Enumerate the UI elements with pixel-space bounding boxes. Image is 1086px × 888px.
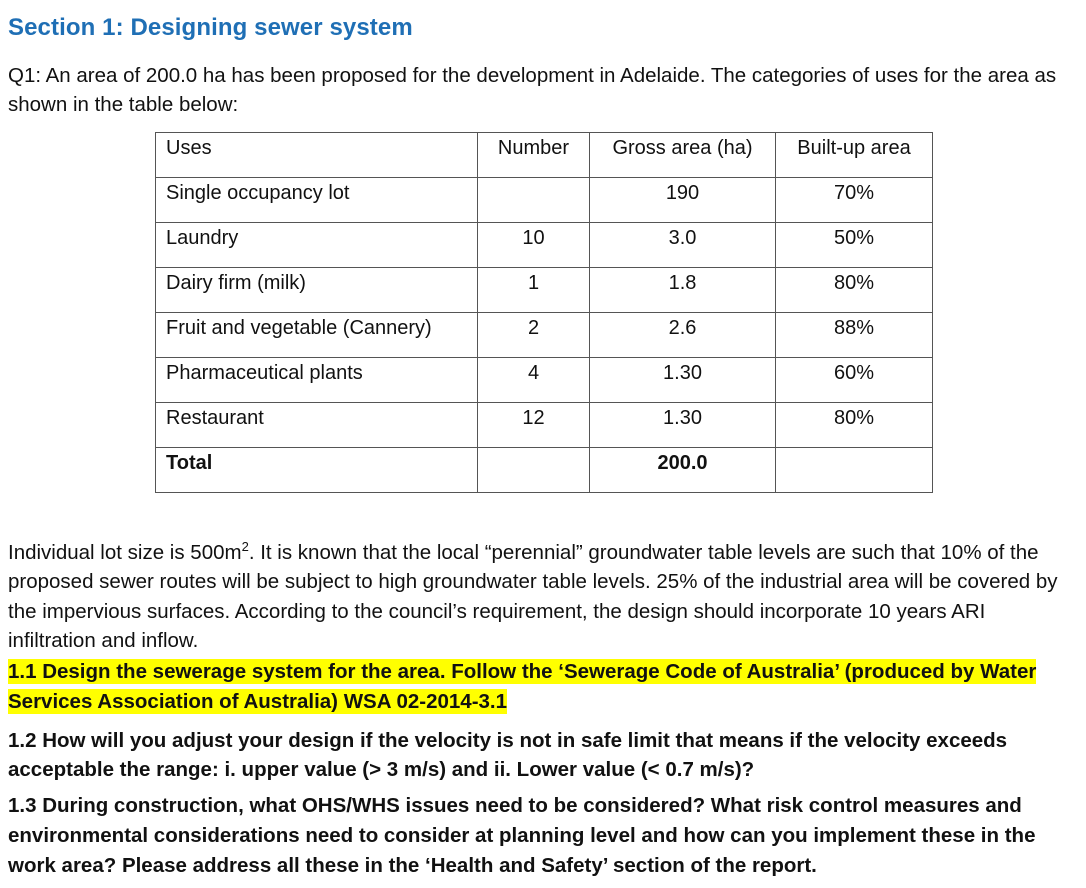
- cell-number: [478, 178, 590, 223]
- table-row: [156, 313, 933, 358]
- question-1-3: 1.3 During construction, what OHS/WHS issues need to be considered? What risk control measures and environmental considerations need to consider at planning level and how can you implement these in the work area? Please address all these in the ‘Health and Safety’ section of the report.: [8, 794, 1036, 877]
- cell-use: Fruit and vegetable (Cannery): [156, 313, 478, 358]
- question-1-1-highlighted: 1.1 Design the sewerage system for the area. Follow the ‘Sewerage Code of Australia’ (produced by Water Services Association of Australia) WSA 02-2014-3.1: [8, 660, 1037, 713]
- cell-number: 4: [478, 358, 590, 403]
- table-total-row: [156, 448, 933, 493]
- cell-built-up-area: 70%: [776, 178, 933, 223]
- table-row: [156, 403, 933, 448]
- land-uses-table: [155, 132, 933, 493]
- header-gross-area: Gross area (ha): [590, 133, 776, 178]
- question-1-1: [8, 657, 1068, 717]
- cell-gross-area: 1.30: [590, 358, 776, 403]
- total-number: [478, 448, 590, 493]
- cell-gross-area: 1.8: [590, 268, 776, 313]
- cell-use: Pharmaceutical plants: [156, 358, 478, 403]
- table-row: [156, 223, 933, 268]
- total-built-up-area: [776, 448, 933, 493]
- site-conditions-paragraph: [8, 532, 1070, 656]
- table-row: [156, 358, 933, 403]
- table-row: [156, 268, 933, 313]
- cell-gross-area: 3.0: [590, 223, 776, 268]
- cell-use: Restaurant: [156, 403, 478, 448]
- section-title: Section 1: Designing sewer system: [8, 14, 413, 41]
- cell-number: 12: [478, 403, 590, 448]
- cell-gross-area: 1.30: [590, 403, 776, 448]
- cell-number: 10: [478, 223, 590, 268]
- cell-gross-area: 2.6: [590, 313, 776, 358]
- cell-built-up-area: 50%: [776, 223, 933, 268]
- cell-number: 1: [478, 268, 590, 313]
- cell-built-up-area: 80%: [776, 268, 933, 313]
- table-header-row: [156, 133, 933, 178]
- cell-use: Dairy firm (milk): [156, 268, 478, 313]
- header-built-up-area: Built-up area: [776, 133, 933, 178]
- header-number: Number: [478, 133, 590, 178]
- cell-number: 2: [478, 313, 590, 358]
- total-gross-area: 200.0: [590, 448, 776, 493]
- paragraph-lead: Individual lot size is 500m: [8, 540, 242, 564]
- cell-use: Laundry: [156, 223, 478, 268]
- cell-built-up-area: 88%: [776, 313, 933, 358]
- cell-built-up-area: 80%: [776, 403, 933, 448]
- header-uses: Uses: [156, 133, 478, 178]
- cell-built-up-area: 60%: [776, 358, 933, 403]
- table-row: [156, 178, 933, 223]
- question-1-intro: Q1: An area of 200.0 ha has been proposed for the development in Adelaide. The categories of uses for the area as shown in the table below:: [8, 64, 1057, 116]
- area-superscript: 2: [241, 539, 249, 554]
- paragraph-rest: . It is known that the local “perennial” groundwater table levels are such that 10% of the proposed sewer routes will be subject to high groundwater table levels. 25% of the industrial area will be covered by the impervious surfaces. According to the council’s requirement, the design should incorporate 10 years ARI infiltration and inflow.: [8, 540, 1058, 653]
- total-label: Total: [156, 448, 478, 493]
- cell-gross-area: 190: [590, 178, 776, 223]
- cell-use: Single occupancy lot: [156, 178, 478, 223]
- question-1-2: 1.2 How will you adjust your design if the velocity is not in safe limit that means if the velocity exceeds acceptable the range: i. upper value (> 3 m/s) and ii. Lower value (< 0.7 m/s)?: [8, 729, 1008, 781]
